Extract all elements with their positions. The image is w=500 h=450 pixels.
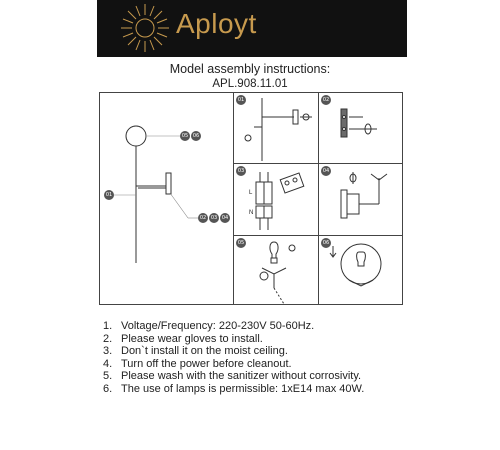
wall-lamp-overview-drawing	[100, 93, 233, 304]
terminal-label-neutral: N	[249, 210, 254, 216]
step-01-drawing	[234, 93, 319, 163]
page-title: Model assembly instructions:	[169, 62, 331, 76]
bulb-install-drawing	[234, 236, 319, 305]
step-04-drawing	[319, 164, 403, 236]
step-02-drawing	[319, 93, 403, 163]
assembly-diagram	[99, 92, 403, 305]
step-badge: 04	[322, 168, 330, 174]
instruction-item: 4. Turn off the power before cleanout.	[103, 357, 292, 370]
part-badge: 06	[192, 133, 200, 139]
step-badge: 05	[237, 240, 245, 246]
part-badge: 01	[105, 192, 113, 198]
instruction-item: 1. Voltage/Frequency: 220-230V 50-60Hz.	[103, 320, 315, 332]
instructions-list	[103, 320, 364, 395]
step-panel-01	[233, 93, 318, 163]
glass-shade-drawing	[319, 236, 403, 305]
brand-banner	[97, 0, 407, 57]
terminal-label-live: L	[249, 190, 253, 196]
model-number: APL.908.11.01	[212, 78, 288, 90]
step-badge: 06	[322, 240, 330, 246]
step-panel-03	[233, 163, 318, 235]
step-panel-05	[233, 235, 318, 304]
wiring-terminal-drawing	[234, 164, 319, 236]
instruction-item: 2. Please wear gloves to install.	[103, 332, 263, 345]
part-badge: 04	[221, 215, 229, 221]
step-panel-02	[318, 93, 402, 163]
part-badge: 05	[181, 133, 189, 139]
brand-name: Aployt	[176, 8, 257, 39]
part-badge: 02	[199, 215, 207, 221]
step-badge: 03	[237, 168, 245, 174]
step-badge: 01	[237, 97, 245, 103]
step-panel-06	[318, 235, 402, 304]
instruction-item: 6. The use of lamps is permissible: 1xE14 max 40W.	[103, 382, 365, 395]
overview-panel	[100, 93, 233, 304]
instruction-item: 3. Don`t install it on the moist ceiling.	[103, 345, 288, 357]
step-badge: 02	[322, 97, 330, 103]
step-panel-04	[318, 163, 402, 235]
instruction-item: 5. Please wash with the sanitizer without corrosivity.	[103, 370, 362, 382]
part-badge: 03	[210, 215, 218, 221]
